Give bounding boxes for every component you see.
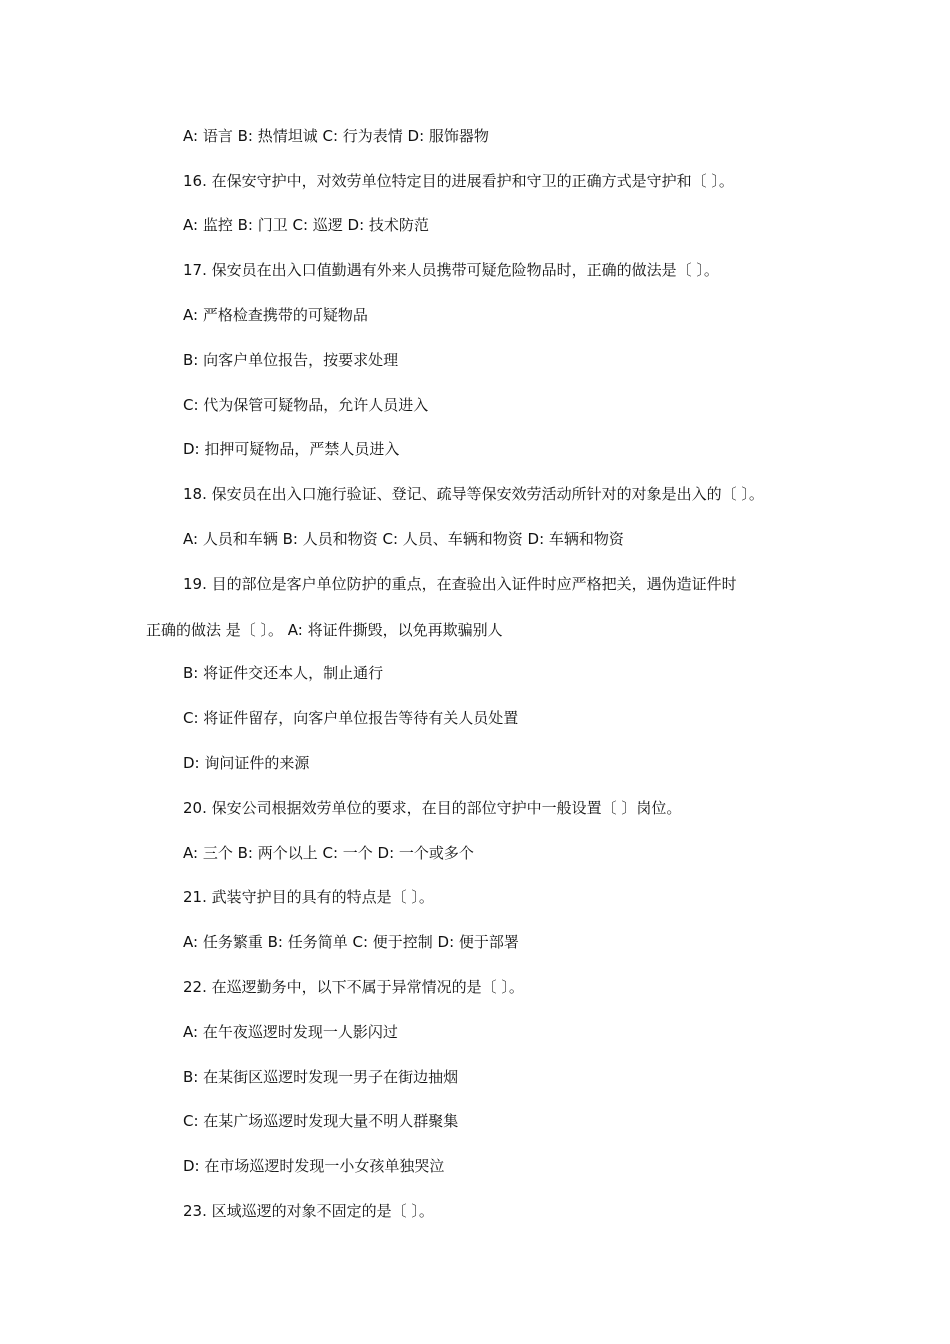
q17-option-d: D: 扣押可疑物品，严禁人员进入 bbox=[183, 440, 400, 458]
question-17: 17. 保安员在出入口值勤遇有外来人员携带可疑危险物品时，正确的做法是〔 〕。 bbox=[183, 261, 719, 279]
question-19-continued: 正确的做法 是〔 〕。 A: 将证件撕毁，以免再欺骗别人 bbox=[146, 621, 503, 639]
q22-option-c: C: 在某广场巡逻时发现大量不明人群聚集 bbox=[183, 1112, 459, 1130]
question-21: 21. 武装守护目的具有的特点是〔 〕。 bbox=[183, 888, 434, 906]
answer-options-q16: A: 监控 B: 门卫 C: 巡逻 D: 技术防范 bbox=[183, 216, 429, 234]
q22-option-d: D: 在市场巡逻时发现一小女孩单独哭泣 bbox=[183, 1157, 445, 1175]
q17-option-c: C: 代为保管可疑物品，允许人员进入 bbox=[183, 396, 429, 414]
q19-option-c: C: 将证件留存，向客户单位报告等待有关人员处置 bbox=[183, 709, 519, 727]
question-19: 19. 目的部位是客户单位防护的重点，在查验出入证件时应严格把关，遇伪造证件时 bbox=[183, 575, 737, 593]
question-20: 20. 保安公司根据效劳单位的要求，在目的部位守护中一般设置〔 〕岗位。 bbox=[183, 799, 682, 817]
answer-options-q18: A: 人员和车辆 B: 人员和物资 C: 人员、车辆和物资 D: 车辆和物资 bbox=[183, 530, 624, 548]
q17-option-b: B: 向客户单位报告，按要求处理 bbox=[183, 351, 399, 369]
q19-option-b: B: 将证件交还本人，制止通行 bbox=[183, 664, 384, 682]
q22-option-a: A: 在午夜巡逻时发现一人影闪过 bbox=[183, 1023, 398, 1041]
q22-option-b: B: 在某街区巡逻时发现一男子在街边抽烟 bbox=[183, 1068, 459, 1086]
question-18: 18. 保安员在出入口施行验证、登记、疏导等保安效劳活动所针对的对象是出入的〔 〕。 bbox=[183, 485, 764, 503]
question-23: 23. 区域巡逻的对象不固定的是〔 〕。 bbox=[183, 1202, 434, 1220]
answer-options-q20: A: 三个 B: 两个以上 C: 一个 D: 一个或多个 bbox=[183, 844, 474, 862]
q19-option-d: D: 询问证件的来源 bbox=[183, 754, 310, 772]
q17-option-a: A: 严格检查携带的可疑物品 bbox=[183, 306, 368, 324]
question-16: 16. 在保安守护中，对效劳单位特定目的进展看护和守卫的正确方式是守护和〔 〕。 bbox=[183, 172, 734, 190]
answer-options-q15: A: 语言 B: 热情坦诚 C: 行为表情 D: 服饰器物 bbox=[183, 127, 489, 145]
answer-options-q21: A: 任务繁重 B: 任务简单 C: 便于控制 D: 便于部署 bbox=[183, 933, 519, 951]
question-22: 22. 在巡逻勤务中，以下不属于异常情况的是〔 〕。 bbox=[183, 978, 524, 996]
